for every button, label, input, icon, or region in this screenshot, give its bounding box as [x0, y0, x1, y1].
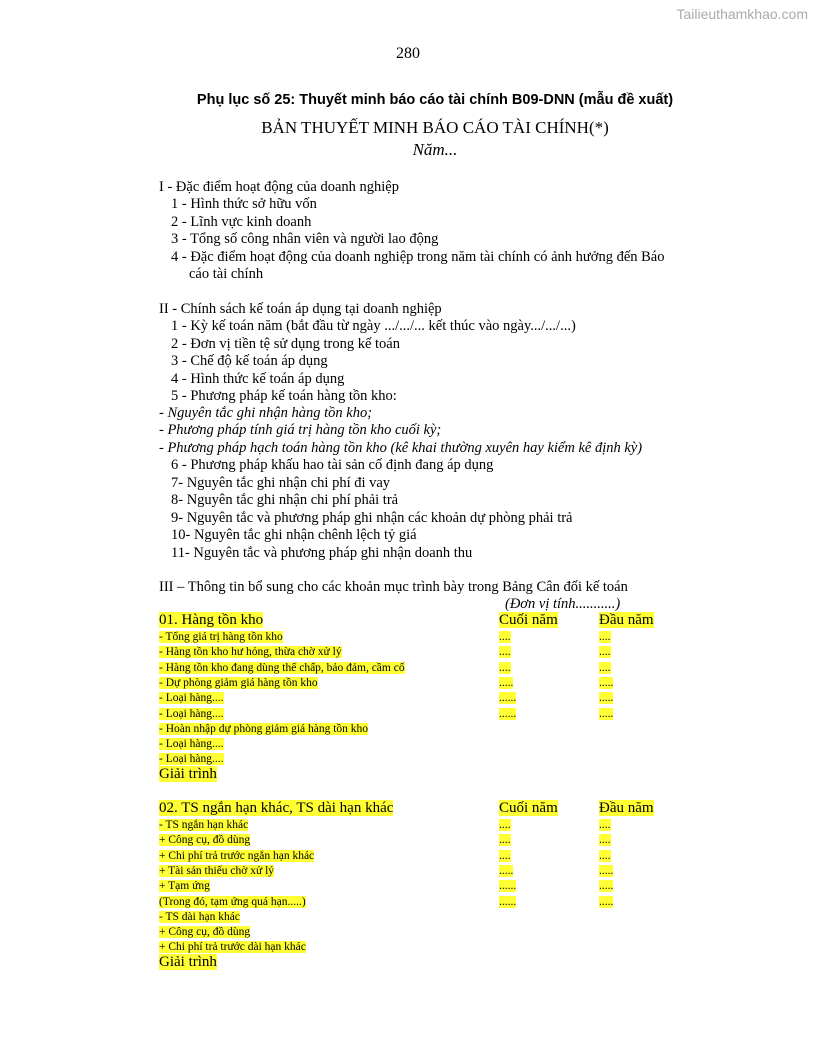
table-row-label: - Loại hàng.... — [159, 753, 224, 766]
table-row-end-value: ...... — [499, 692, 517, 705]
table-row-label: - TS ngắn hạn khác — [159, 819, 249, 831]
section1-item-continuation: cáo tài chính — [189, 266, 264, 282]
appendix-title: Phụ lục số 25: Thuyết minh báo cáo tài chính B09-DNN (mẫu đề xuất) — [196, 92, 674, 108]
table1-col-end: Cuối năm — [499, 612, 558, 628]
table-row-label: - Hàng tồn kho hư hỏng, thừa chờ xử lý — [159, 646, 342, 659]
table-row-start-value: .... — [599, 834, 611, 847]
table2-explanation: Giải trình — [159, 954, 217, 970]
table-row-start-value: ..... — [599, 676, 614, 689]
table-row-end-value: ..... — [499, 864, 514, 877]
table-row-end-value: .... — [499, 834, 511, 847]
inventory-sub-item: - Phương pháp hạch toán hàng tồn kho (kê khai thường xuyên hay kiểm kê định kỳ) — [159, 440, 643, 456]
table-row-end-value: ...... — [499, 895, 517, 908]
table2-title: 02. TS ngắn hạn khác, TS dài hạn khác — [159, 800, 394, 816]
table-row-label: - Loại hàng.... — [159, 707, 224, 720]
section2-item: 2 - Đơn vị tiền tệ sử dụng trong kế toán — [171, 336, 400, 352]
section2-item: 1 - Kỳ kế toán năm (bắt đầu từ ngày .../.../... kết thúc vào ngày.../.../...) — [171, 318, 576, 334]
section2-heading: II - Chính sách kế toán áp dụng tại doanh nghiệp — [159, 301, 442, 317]
table2-col-start: Đầu năm — [599, 800, 654, 816]
section2-item: 10- Nguyên tắc ghi nhận chênh lệch tỷ giá — [171, 527, 417, 543]
table-row-end-value: ...... — [499, 707, 517, 720]
table-row-label: - Dự phòng giảm giá hàng tồn kho — [159, 676, 318, 689]
table-row-start-value: .... — [599, 819, 611, 831]
table-row-label: - Hàng tồn kho đang dùng thế chấp, bảo đảm, cầm cố — [159, 661, 405, 674]
table-row-label: - Loại hàng.... — [159, 692, 224, 705]
section1-heading: I - Đặc điểm hoạt động của doanh nghiệp — [159, 179, 399, 195]
table1-explanation: Giải trình — [159, 766, 217, 782]
table-row-end-value: .... — [499, 819, 511, 831]
page-number: 280 — [396, 45, 420, 62]
table-row-label: - Tổng giá trị hàng tồn kho — [159, 631, 283, 643]
section2-item: 4 - Hình thức kế toán áp dụng — [171, 371, 345, 387]
table-row-start-value: .... — [599, 631, 611, 643]
unit-note: (Đơn vị tính...........) — [505, 596, 621, 612]
table-row-start-value: ..... — [599, 692, 614, 705]
table-row-start-value: ..... — [599, 707, 614, 720]
table-row-start-value: ..... — [599, 880, 614, 893]
table-row-end-value: ..... — [499, 676, 514, 689]
inventory-sub-item: - Phương pháp tính giá trị hàng tồn kho cuối kỳ; — [159, 422, 442, 438]
table-row-start-value: ..... — [599, 895, 614, 908]
table-row-label: - TS dài hạn khác — [159, 910, 240, 923]
table-row-start-value: ..... — [599, 864, 614, 877]
table-row-label: - Hoàn nhập dự phòng giảm giá hàng tồn kho — [159, 722, 369, 735]
table-row-start-value: .... — [599, 661, 611, 674]
inventory-sub-item: - Nguyên tắc ghi nhận hàng tồn kho; — [159, 405, 373, 421]
section2-item: 8- Nguyên tắc ghi nhận chi phí phải trả — [171, 492, 399, 508]
table1-title: 01. Hàng tồn kho — [159, 612, 264, 628]
section1-item: 1 - Hình thức sở hữu vốn — [171, 196, 317, 212]
table-row-label: + Công cụ, đồ dùng — [159, 926, 251, 939]
table-row-label: (Trong đó, tạm ứng quá hạn.....) — [159, 895, 306, 908]
report-year: Năm... — [412, 140, 458, 159]
section2-item: 7- Nguyên tắc ghi nhận chi phí đi vay — [171, 475, 391, 491]
section2-item: 6 - Phương pháp khấu hao tài sản cố định đang áp dụng — [171, 457, 494, 473]
watermark: Tailieuthamkhao.com — [676, 6, 808, 22]
section1-item: 2 - Lĩnh vực kinh doanh — [171, 214, 312, 230]
table-row-label: - Loại hàng.... — [159, 738, 224, 751]
table-row-label: + Chi phí trả trước ngắn hạn khác — [159, 849, 315, 862]
table-row-end-value: .... — [499, 849, 511, 862]
section1-item: 4 - Đặc điểm hoạt động của doanh nghiệp trong năm tài chính có ảnh hưởng đến Báo — [171, 249, 665, 265]
table-row-label: + Chi phí trả trước dài hạn khác — [159, 941, 306, 954]
section3-heading: III – Thông tin bổ sung cho các khoản mục trình bày trong Bảng Cân đối kế toán — [159, 579, 628, 595]
table2-col-end: Cuối năm — [499, 800, 558, 816]
table-row-start-value: .... — [599, 646, 611, 659]
table-row-label: + Công cụ, đồ dùng — [159, 834, 251, 847]
section2-item: 11- Nguyên tắc và phương pháp ghi nhận doanh thu — [171, 545, 473, 561]
table1-col-start: Đầu năm — [599, 612, 654, 628]
table-row-start-value: .... — [599, 849, 611, 862]
page-title: BẢN THUYẾT MINH BÁO CÁO TÀI CHÍNH(*) — [261, 118, 609, 137]
table-row-label: + Tài sản thiếu chờ xử lý — [159, 864, 275, 877]
section2-item: 9- Nguyên tắc và phương pháp ghi nhận các khoản dự phòng phải trả — [171, 510, 573, 526]
section2-item: 3 - Chế độ kế toán áp dụng — [171, 353, 328, 369]
table-row-label: + Tạm ứng — [159, 880, 210, 893]
section2-item: 5 - Phương pháp kế toán hàng tồn kho: — [171, 388, 397, 404]
section1-item: 3 - Tổng số công nhân viên và người lao động — [171, 231, 439, 247]
table-row-end-value: .... — [499, 646, 511, 659]
table-row-end-value: .... — [499, 661, 511, 674]
table-row-end-value: .... — [499, 631, 511, 643]
table-row-end-value: ...... — [499, 880, 517, 893]
